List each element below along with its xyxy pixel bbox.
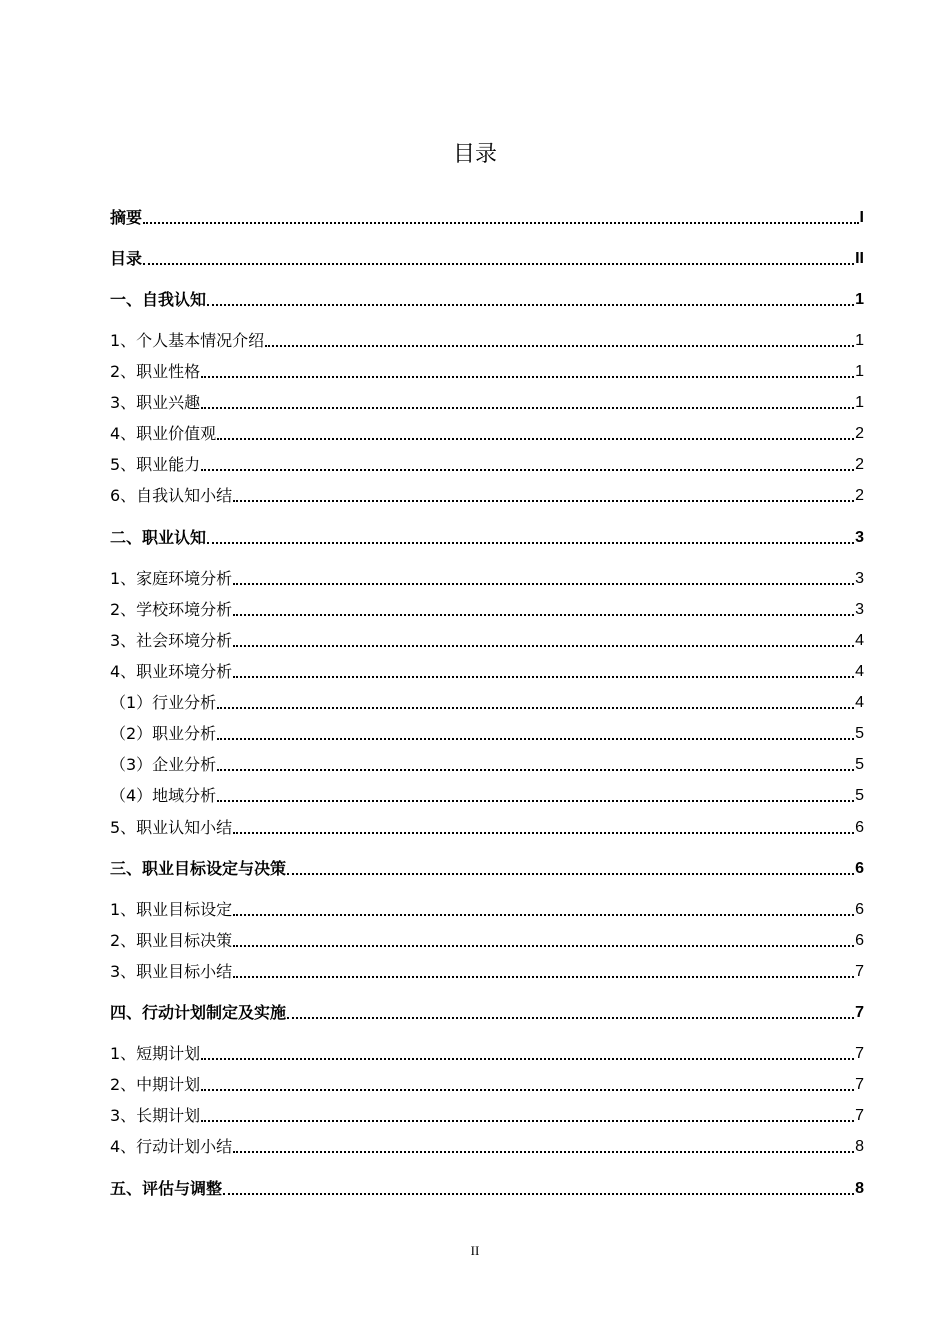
toc-entry-page: II bbox=[855, 250, 864, 267]
toc-leader bbox=[287, 872, 854, 875]
toc-entry[interactable] bbox=[110, 1071, 864, 1095]
toc-entry[interactable] bbox=[110, 658, 864, 682]
toc-entry[interactable] bbox=[110, 358, 864, 382]
toc-entry-label: 4、职业价值观 bbox=[110, 424, 217, 443]
toc-entry-page: 2 bbox=[855, 456, 864, 473]
toc-leader bbox=[287, 1016, 854, 1019]
toc-entry-label: 3、职业目标小结 bbox=[110, 962, 233, 981]
toc-leader bbox=[217, 437, 854, 440]
toc-entry-label: （3）企业分析 bbox=[110, 755, 217, 774]
toc-entry-page: 1 bbox=[855, 291, 864, 308]
toc-leader bbox=[233, 644, 854, 647]
toc-entry-page: 6 bbox=[855, 860, 864, 877]
toc-entry[interactable] bbox=[110, 1102, 864, 1126]
toc-leader bbox=[217, 706, 854, 709]
toc-entry-page: 7 bbox=[855, 1045, 864, 1062]
toc-entry-label: 二、职业认知 bbox=[110, 528, 207, 547]
toc-entry[interactable] bbox=[110, 596, 864, 620]
toc-leader bbox=[201, 1119, 854, 1122]
toc-entry[interactable] bbox=[110, 420, 864, 444]
toc-entry[interactable] bbox=[110, 482, 864, 506]
page-title: 目录 bbox=[452, 142, 497, 167]
toc-entry-label: 4、职业环境分析 bbox=[110, 662, 233, 681]
toc-entry[interactable] bbox=[110, 814, 864, 838]
toc-entry-label: 5、职业认知小结 bbox=[110, 818, 233, 837]
toc-entry-label: 一、自我认知 bbox=[110, 290, 207, 309]
toc-entry-page: 3 bbox=[855, 529, 864, 546]
toc-entry-label: 五、评估与调整 bbox=[110, 1179, 223, 1198]
toc-leader bbox=[265, 344, 854, 347]
toc-entry-label: 6、自我认知小结 bbox=[110, 486, 233, 505]
toc-entry-page: 2 bbox=[855, 487, 864, 504]
toc-entry-page: 1 bbox=[855, 394, 864, 411]
toc-entry-page: 8 bbox=[855, 1138, 864, 1155]
toc-entry-page: 5 bbox=[855, 725, 864, 742]
toc-leader bbox=[233, 613, 854, 616]
page-number: II bbox=[470, 1243, 480, 1258]
toc-entry-page: I bbox=[859, 209, 864, 226]
toc-entry[interactable] bbox=[110, 451, 864, 475]
toc-entry-label: 1、短期计划 bbox=[110, 1044, 201, 1063]
toc-entry[interactable] bbox=[110, 204, 864, 228]
toc-entry-label: 2、职业目标决策 bbox=[110, 931, 233, 950]
toc-leader bbox=[217, 768, 854, 771]
toc-leader bbox=[233, 1150, 854, 1153]
toc-entry[interactable] bbox=[110, 524, 864, 548]
toc-entry-page: 6 bbox=[855, 901, 864, 918]
toc-entry-page: 1 bbox=[855, 363, 864, 380]
toc-entry[interactable] bbox=[110, 720, 864, 744]
toc-entry-label: 摘要 bbox=[110, 208, 143, 227]
toc-entry[interactable] bbox=[110, 958, 864, 982]
toc-leader bbox=[217, 737, 854, 740]
toc-entry[interactable] bbox=[110, 627, 864, 651]
toc-entry-page: 1 bbox=[855, 332, 864, 349]
toc-entry-page: 4 bbox=[855, 663, 864, 680]
toc-entry-page: 3 bbox=[855, 570, 864, 587]
toc-entry-label: 1、职业目标设定 bbox=[110, 900, 233, 919]
toc-entry-page: 5 bbox=[855, 787, 864, 804]
toc-entry-page: 4 bbox=[855, 632, 864, 649]
toc-leader bbox=[201, 375, 854, 378]
toc-entry-label: （4）地域分析 bbox=[110, 786, 217, 805]
toc-leader bbox=[201, 1057, 854, 1060]
toc-entry-label: 3、长期计划 bbox=[110, 1106, 201, 1125]
toc-entry[interactable] bbox=[110, 1040, 864, 1064]
toc-leader bbox=[201, 406, 854, 409]
toc-entry-page: 7 bbox=[855, 1076, 864, 1093]
toc-leader bbox=[233, 913, 854, 916]
toc-entry-label: 2、中期计划 bbox=[110, 1075, 201, 1094]
toc-entry[interactable] bbox=[110, 855, 864, 879]
toc-entry-label: 1、个人基本情况介绍 bbox=[110, 331, 265, 350]
toc-leader bbox=[233, 582, 854, 585]
toc-entry[interactable] bbox=[110, 286, 864, 310]
toc-entry-page: 7 bbox=[855, 963, 864, 980]
toc-leader bbox=[223, 1192, 854, 1195]
toc-entry-label: 5、职业能力 bbox=[110, 455, 201, 474]
toc-entry[interactable] bbox=[110, 999, 864, 1023]
toc-entry[interactable] bbox=[110, 689, 864, 713]
toc-entry-page: 3 bbox=[855, 601, 864, 618]
toc-leader bbox=[207, 541, 854, 544]
toc-entry-label: 三、职业目标设定与决策 bbox=[110, 859, 287, 878]
toc-entry-label: 1、家庭环境分析 bbox=[110, 569, 233, 588]
toc-entry[interactable] bbox=[110, 245, 864, 269]
toc-entry-page: 7 bbox=[855, 1004, 864, 1021]
toc-leader bbox=[217, 799, 854, 802]
toc-entry-label: 3、社会环境分析 bbox=[110, 631, 233, 650]
toc-leader bbox=[233, 975, 854, 978]
toc-entry-label: （2）职业分析 bbox=[110, 724, 217, 743]
toc-leader bbox=[233, 831, 854, 834]
toc-entry[interactable] bbox=[110, 782, 864, 806]
toc-leader bbox=[207, 303, 854, 306]
toc-leader bbox=[201, 468, 854, 471]
toc-entry-page: 6 bbox=[855, 819, 864, 836]
toc-entry-label: 2、职业性格 bbox=[110, 362, 201, 381]
toc-leader bbox=[143, 221, 859, 224]
toc-leader bbox=[233, 944, 854, 947]
toc-entry-label: 2、学校环境分析 bbox=[110, 600, 233, 619]
toc-leader bbox=[201, 1088, 854, 1091]
toc-entry-page: 6 bbox=[855, 932, 864, 949]
toc-entry-page: 2 bbox=[855, 425, 864, 442]
toc-entry-page: 7 bbox=[855, 1107, 864, 1124]
toc-entry-label: （1）行业分析 bbox=[110, 693, 217, 712]
toc-entry[interactable] bbox=[110, 1133, 864, 1157]
toc-entry[interactable] bbox=[110, 927, 864, 951]
toc-entry-page: 5 bbox=[855, 756, 864, 773]
toc-entry-label: 四、行动计划制定及实施 bbox=[110, 1003, 287, 1022]
toc-leader bbox=[233, 675, 854, 678]
toc-entry[interactable] bbox=[110, 565, 864, 589]
toc-entry-label: 3、职业兴趣 bbox=[110, 393, 201, 412]
toc-leader bbox=[143, 262, 854, 265]
toc-entry-label: 4、行动计划小结 bbox=[110, 1137, 233, 1156]
toc-entry[interactable] bbox=[110, 327, 864, 351]
toc-entry[interactable] bbox=[110, 1175, 864, 1199]
toc-entry[interactable] bbox=[110, 896, 864, 920]
toc-entry-page: 8 bbox=[855, 1180, 864, 1197]
toc-entry-label: 目录 bbox=[110, 249, 143, 268]
toc-entry[interactable] bbox=[110, 389, 864, 413]
toc-entry-page: 4 bbox=[855, 694, 864, 711]
toc-leader bbox=[233, 499, 854, 502]
toc-entry[interactable] bbox=[110, 751, 864, 775]
